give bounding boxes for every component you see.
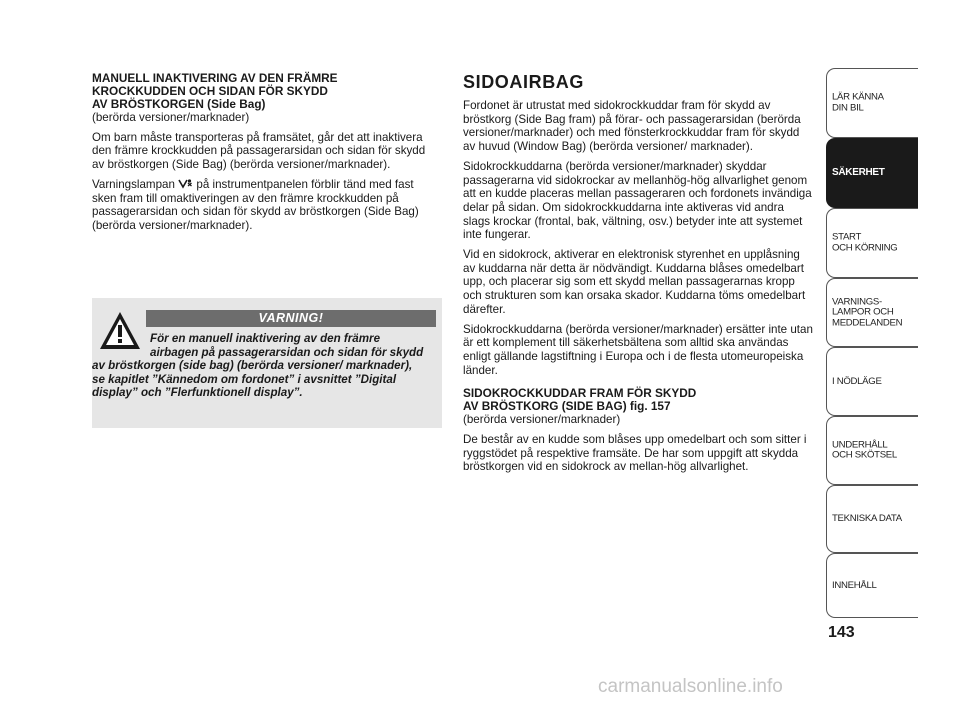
tab-innehall[interactable] xyxy=(826,553,918,618)
subsection-sub: (berörda versioner/marknader) xyxy=(463,413,621,427)
tab-label: INNEHÅLL xyxy=(832,579,877,591)
left-paragraph-2 xyxy=(92,178,437,233)
tab-tekniska-data[interactable] xyxy=(826,485,918,553)
warning-text-wrap xyxy=(92,332,428,400)
left-heading-line: KROCKKUDDEN OCH SIDAN FÖR SKYDD xyxy=(92,84,328,98)
page-number: 143 xyxy=(828,624,855,641)
tab-label: START OCH KÖRNING xyxy=(832,231,898,253)
right-paragraph-3: Vid en sidokrock, aktiverar en elektronisk styrenhet en upplåsning av kuddarna när detta är nödvändigt. Kuddarna blåses omedelbart upp, och placerar sig som ett skydd mellan passagerarnas kropp och strukturen som kan orsaka skador. Kuddarna töms omedelbart därefter. xyxy=(463,248,806,316)
left-paragraph-1: Om barn måste transporteras på framsätet, går det att inaktivera den främre krockkudden på passagerarsidan och sidan för skydd av bröstkorgen (Side Bag) (berörda versioner/marknader). xyxy=(92,130,426,172)
tab-label: I NÖDLÄGE xyxy=(832,375,882,387)
left-heading xyxy=(92,72,437,111)
subsection-heading-line: SIDOKROCKKUDDAR FRAM FÖR SKYDD xyxy=(463,386,697,401)
right-paragraph-1: Fordonet är utrustat med sidokrockkuddar fram för skydd av bröstkorg (Side Bag fram) på förar- och passagerarsidan (berörda versioner/marknader) och med fönsterkrockkuddar fram för skydd av huvud (Window Bag) (berörda versioner/ marknader). xyxy=(463,99,801,154)
left-heading-line: AV BRÖSTKORGEN (Side Bag) xyxy=(92,97,266,111)
airbag-off-icon xyxy=(178,178,193,189)
right-paragraph-4: Sidokrockkuddarna (berörda versioner/marknader) ersätter inte utan är ett komplement till säkerhetsbältena som alltid ska användas enligt gällande lagstiftning i Europa och i de flesta utomeuropeiska länder. xyxy=(463,322,813,377)
left-column xyxy=(92,72,437,239)
warning-title: VARNING! xyxy=(146,310,436,327)
tab-label: SÄKERHET xyxy=(832,166,885,178)
tab-underhall-och-skotsel[interactable] xyxy=(826,416,918,485)
warning-box xyxy=(92,298,442,428)
right-paragraph-2: Sidokrockkuddarna (berörda versioner/marknader) skyddar passagerarna vid sidokrockar av mellanhög-hög allvarlighet genom att en kudde placeras mellan passageraren och fordonets invändiga delar på sidan. Om sidokrockkuddarna inte aktiveras vid andra slags krockar (frontal, bak, vältning, osv.) betyder inte att systemet inte fungerar. xyxy=(463,159,812,242)
left-heading-line: MANUELL INAKTIVERING AV DEN FRÄMRE xyxy=(92,71,338,85)
tab-label: VARNINGS- LAMPOR OCH MEDDELANDEN xyxy=(832,295,903,328)
tab-label: LÄR KÄNNA DIN BIL xyxy=(832,91,884,113)
tab-varningslampor[interactable] xyxy=(826,278,918,347)
tab-sakerhet[interactable] xyxy=(826,138,918,208)
tab-lar-kanna-din-bil[interactable] xyxy=(826,68,918,138)
tab-i-nodlage[interactable] xyxy=(826,347,918,416)
subsection-heading xyxy=(463,387,813,413)
left-paragraph-2-start: Varningslampan xyxy=(92,177,175,191)
left-paragraph-2-end: på instrumentpanelen förblir tänd med fast sken fram till omaktiveringen av den främre krockkudden på passagerarsidan och sidan för skydd av bröstkorgen (Side Bag) (berörda versioner/marknader). xyxy=(92,177,419,232)
warning-text: För en manuell inaktivering av den främre airbagen på passagerarsidan och sidan för skydd av bröstkorgen (side bag) (berörda versioner/ marknader), se kapitlet ”Kännedom om fordonet” i avsnittet ”Digital display” och ”Flerfunktionell display”. xyxy=(92,332,424,400)
subsection-paragraph: De består av en kudde som blåses upp omedelbart och som sitter i ryggstödet på respektive framsäte. De har som uppgift att skydda bröstkorgen vid en sidokrock av mellan-hög allvarlighet. xyxy=(463,433,807,474)
tab-label: TEKNISKA DATA xyxy=(832,512,902,524)
right-column xyxy=(463,72,813,480)
section-title: SIDOAIRBAG xyxy=(463,72,585,92)
subsection-heading-line: AV BRÖSTKORG (SIDE BAG) fig. 157 xyxy=(463,399,671,414)
left-subheading: (berörda versioner/marknader) xyxy=(92,111,250,124)
watermark: carmanualsonline.info xyxy=(598,676,783,697)
tab-label: UNDERHÅLL OCH SKÖTSEL xyxy=(832,439,897,461)
tab-start-och-korning[interactable] xyxy=(826,208,918,278)
